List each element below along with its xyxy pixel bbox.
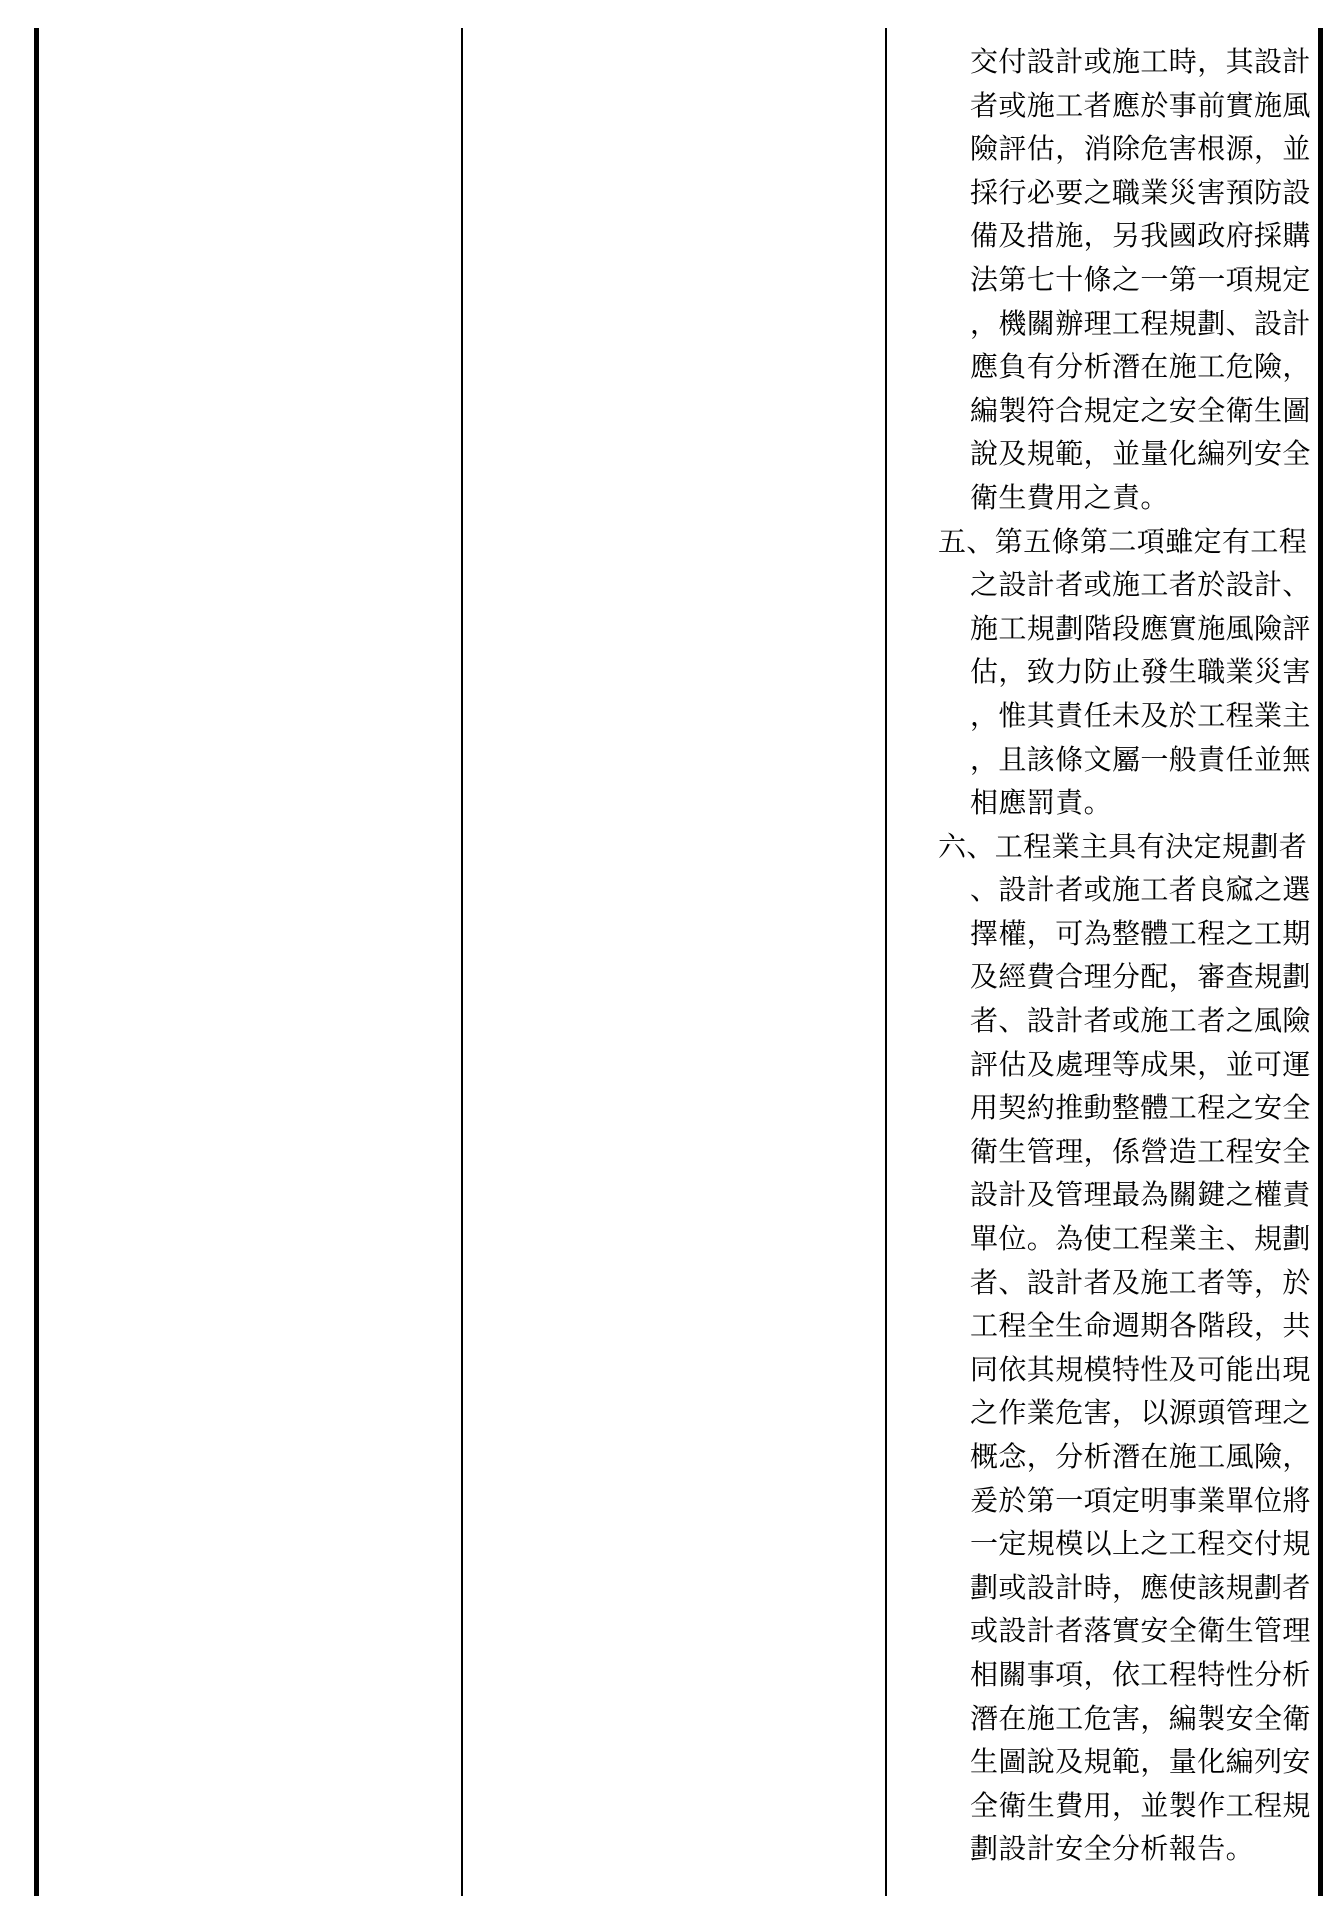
text-line: 爰於第一項定明事業單位將: [970, 1483, 1311, 1517]
text-line: 、設計者或施工者良窳之選: [970, 873, 1311, 907]
text-line: 相應罰責。: [970, 786, 1113, 820]
continued-paragraph: [938, 40, 1334, 520]
table-left-border: [34, 28, 39, 1896]
text-line: 潛在施工危害，編製安全衛: [970, 1701, 1311, 1735]
text-line: 設計及管理最為關鍵之權責: [970, 1178, 1311, 1212]
text-line: 之作業危害，以源頭管理之: [970, 1396, 1311, 1430]
text-line: 評估及處理等成果，並可運: [970, 1047, 1311, 1081]
text-line: 六、工程業主具有決定規劃者: [938, 829, 1308, 863]
text-line: 編製符合規定之安全衛生圖: [970, 393, 1311, 427]
text-line: 交付設計或施工時，其設計: [970, 45, 1311, 78]
text-line: 五、第五條第二項雖定有工程: [938, 524, 1308, 558]
column-divider-2: [885, 28, 887, 1896]
explanation-cell: [938, 40, 1334, 1871]
text-line: 及經費合理分配，審查規劃: [970, 960, 1311, 994]
text-line: 施工規劃階段應實施風險評: [970, 611, 1311, 645]
text-line: 備及措施，另我國政府採購: [970, 219, 1311, 253]
text-line: 概念，分析潛在施工風險，: [970, 1440, 1311, 1473]
text-line: 工程全生命週期各階段，共: [970, 1309, 1311, 1343]
text-line: 單位。為使工程業主、規劃: [970, 1222, 1311, 1256]
text-line: 全衛生費用，並製作工程規: [970, 1788, 1311, 1822]
text-line: 一定規模以上之工程交付規: [970, 1527, 1311, 1561]
text-line: 用契約推動整體工程之安全: [970, 1091, 1311, 1125]
text-line: 應負有分析潛在施工危險，: [970, 350, 1311, 384]
text-line: 估，致力防止發生職業災害: [970, 655, 1311, 689]
text-line: 同依其規模特性及可能出現: [970, 1352, 1311, 1386]
text-line: 法第七十條之一第一項規定: [970, 262, 1311, 296]
text-line: 相關事項，依工程特性分析: [970, 1657, 1311, 1691]
text-line: 者或施工者應於事前實施風: [970, 88, 1311, 122]
text-line: 險評估，消除危害根源，並: [970, 132, 1311, 166]
list-item-6: [938, 825, 1334, 1871]
text-line: 之設計者或施工者於設計、: [970, 568, 1311, 602]
text-line: 說及規範，並量化編列安全: [970, 437, 1311, 471]
text-line: 或設計者落實安全衛生管理: [970, 1614, 1311, 1648]
text-line: 衛生費用之責。: [970, 480, 1169, 514]
text-line: 者、設計者及施工者等，於: [970, 1265, 1311, 1299]
text-line: 者、設計者或施工者之風險: [970, 1004, 1311, 1038]
list-item-5: [938, 520, 1334, 825]
text-line: 採行必要之職業災害預防設: [970, 175, 1311, 209]
text-line: 劃設計安全分析報告。: [970, 1832, 1255, 1866]
text-line: 劃或設計時，應使該規劃者: [970, 1570, 1311, 1604]
comparison-table: [34, 28, 1323, 1896]
text-line: ，且該條文屬一般責任並無: [970, 742, 1311, 776]
text-line: 生圖說及規範，量化編列安: [970, 1745, 1311, 1779]
text-line: ，機關辦理工程規劃、設計: [970, 306, 1311, 340]
text-line: 衛生管理，係營造工程安全: [970, 1134, 1311, 1168]
text-line: ，惟其責任未及於工程業主: [970, 698, 1311, 732]
text-line: 擇權，可為整體工程之工期: [970, 916, 1311, 950]
column-divider-1: [461, 28, 463, 1896]
